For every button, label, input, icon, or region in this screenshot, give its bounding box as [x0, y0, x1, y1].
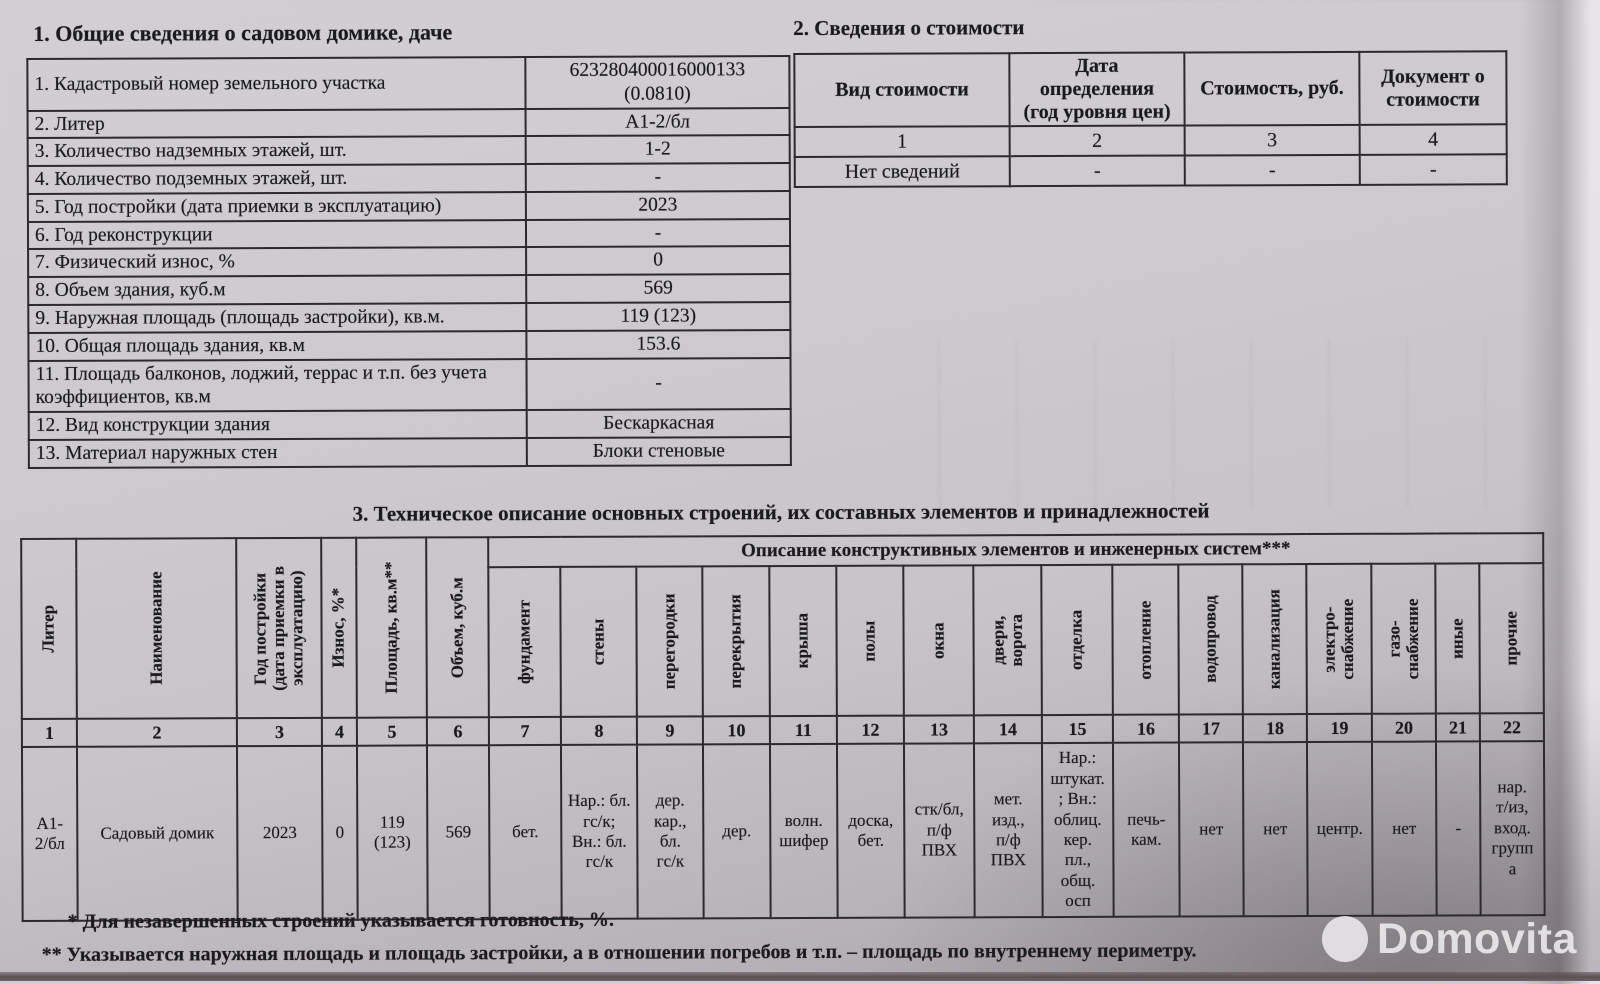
column-header-label: иные: [1447, 618, 1467, 659]
bleed-through-texture: [899, 337, 1540, 509]
row-value: -: [526, 358, 790, 411]
column-header: [836, 566, 904, 716]
column-header: [1178, 564, 1243, 714]
table-row: [28, 163, 790, 194]
column-header-label: Объем, куб.м: [447, 576, 467, 678]
row-label: 5. Год постройки (дата приемки в эксплуатацию): [28, 192, 526, 222]
table-cell: дер. кар., бл. гс/к: [637, 744, 704, 918]
column-header: Дата определения (год уровня цен): [1009, 53, 1184, 127]
domovita-watermark: [1322, 916, 1577, 962]
column-header-label: двери, ворота: [988, 613, 1026, 667]
column-number: 2: [1010, 126, 1185, 157]
table-row: [29, 409, 791, 440]
column-header: [76, 538, 237, 719]
column-number: 7: [489, 717, 561, 745]
column-header-label: крыша: [792, 613, 812, 669]
column-number: 4: [1360, 124, 1507, 155]
table-cell: нар. т/из, вход. групп а: [1480, 741, 1545, 915]
table-cell: 119 (123): [357, 745, 428, 919]
column-header-label: газо- снабжение: [1384, 598, 1422, 680]
table-cell: Нар.: штукат. ; Вн.: облиц. кер. пл., общ. осп: [1042, 743, 1114, 917]
column-header-label: стены: [588, 618, 608, 666]
column-header-label: электро- снабжение: [1319, 598, 1358, 680]
section3-title: 3. Техническое описание основных строений, их составных элементов и принадлежностей: [352, 498, 1210, 526]
column-header-label: отопление: [1135, 600, 1155, 680]
row-label: 8. Объем здания, куб.м: [28, 275, 526, 305]
column-header: [636, 566, 703, 716]
row-label: 7. Физический износ, %: [28, 248, 526, 278]
row-label: 1. Кадастровый номер земельного участка: [27, 57, 525, 110]
table-row: [28, 191, 790, 222]
column-header-label: прочие: [1501, 611, 1521, 666]
row-label: 11. Площадь балконов, лоджий, террас и т.п. без учета коэффициентов, кв.м: [28, 359, 526, 412]
row-label: 13. Материал наружных стен: [29, 438, 527, 468]
column-number: 18: [1243, 714, 1307, 742]
column-header: [1479, 563, 1544, 713]
column-header-label: окна: [928, 622, 948, 659]
column-number: 16: [1113, 715, 1179, 743]
column-header: [321, 538, 357, 718]
column-header: [973, 565, 1042, 715]
row-value: -: [526, 219, 790, 248]
column-header-label: Площадь, кв.м**: [381, 561, 401, 694]
column-header: [1041, 565, 1113, 715]
table-cell: нет: [1243, 742, 1308, 916]
row-label: 6. Год реконструкции: [28, 220, 526, 250]
cost-info-table: [793, 50, 1508, 188]
footnote-area: ** Указывается наружная площадь и площадь застройки, а в отношении погребов и т.п. – площадь по внутреннему периметру.: [41, 939, 1197, 966]
row-label: 10. Общая площадь здания, кв.м: [28, 331, 526, 361]
column-number: 9: [637, 716, 703, 744]
table-cell: -: [1185, 155, 1360, 186]
domovita-brand-text: Domovita: [1377, 914, 1577, 963]
general-info-table: [26, 55, 792, 469]
column-header-label: Износ, %*: [328, 587, 348, 668]
table-row: [28, 135, 790, 166]
table-row: [795, 154, 1507, 187]
column-header-label: перекрытия: [725, 594, 746, 689]
table-cell: нет: [1179, 742, 1244, 916]
column-header: [426, 537, 489, 717]
column-number: 3: [237, 718, 322, 746]
table-row: [28, 358, 790, 412]
column-header-label: Наименование: [146, 571, 166, 686]
table-cell: нет: [1372, 742, 1437, 916]
column-number: 15: [1042, 715, 1113, 743]
table-row: [28, 108, 790, 139]
table-row: [28, 274, 790, 305]
table-cell: -: [1360, 154, 1507, 185]
row-label: 12. Вид конструкции здания: [29, 410, 527, 440]
technical-description-table: [20, 532, 1546, 922]
scan-edge-shadow: [0, 972, 1600, 981]
column-number: 13: [904, 715, 974, 743]
table-cell: доска, бет.: [837, 744, 905, 918]
footnote-readiness: * Для незавершенных строений указывается готовность, %.: [67, 908, 614, 933]
table-cell: Нар.: бл. гс/к; Вн.: бл. гс/к: [561, 745, 638, 919]
table-row: [28, 330, 790, 361]
table-cell: волн. шифер: [770, 744, 838, 918]
column-header: [1371, 564, 1436, 714]
column-number: 5: [357, 717, 427, 745]
table-row: [27, 56, 789, 110]
column-number-row: [795, 124, 1507, 157]
column-number: 1: [22, 719, 77, 747]
column-header-label: отделка: [1066, 609, 1087, 671]
table-header-row: [794, 51, 1506, 127]
row-label: 9. Наружная площадь (площадь застройки), кв.м.: [28, 303, 526, 333]
table-cell: мет. изд., п/ф ПВХ: [974, 743, 1043, 917]
column-header: [769, 566, 837, 716]
column-header: [356, 537, 427, 717]
row-value: Блоки стеновые: [527, 437, 791, 466]
row-value: -: [526, 163, 790, 192]
column-header-label: перегородки: [659, 593, 679, 690]
column-header: [702, 566, 770, 716]
row-value: 1-2: [526, 135, 790, 164]
column-header: [560, 567, 637, 717]
column-header: [1112, 565, 1179, 715]
column-number: 6: [427, 717, 489, 745]
row-value: 569: [526, 274, 790, 303]
row-label: 3. Количество надземных этажей, шт.: [28, 136, 526, 166]
column-number: 1: [795, 126, 1010, 157]
column-header: [236, 538, 322, 718]
table-cell: -: [1010, 156, 1185, 187]
column-header: [903, 565, 974, 715]
section2-title: 2. Сведения о стоимости: [793, 15, 1025, 41]
table-cell: 569: [427, 745, 490, 919]
table-cell: печь- кам.: [1113, 743, 1180, 917]
row-value: 2023: [526, 191, 790, 220]
column-header-label: водопровод: [1200, 595, 1220, 684]
table-cell: Садовый домик: [77, 746, 238, 921]
row-value: 0: [526, 247, 790, 276]
column-number: 10: [703, 716, 770, 744]
column-number: 11: [770, 716, 837, 744]
row-value: Бескаркасная: [527, 409, 791, 438]
column-number: 22: [1480, 713, 1544, 741]
column-number: 2: [77, 718, 237, 747]
table-row: [28, 302, 790, 333]
domovita-logo-icon: [1322, 916, 1368, 962]
column-header: [1306, 564, 1372, 714]
group-header: Описание конструктивных элементов и инженерных систем***: [488, 533, 1543, 567]
table-cell: центр.: [1307, 742, 1373, 916]
column-header: Стоимость, руб.: [1184, 52, 1359, 126]
column-header: [1435, 563, 1480, 713]
column-header: [21, 539, 77, 719]
table-cell: -: [1436, 741, 1481, 915]
column-number: 21: [1436, 713, 1480, 741]
row-value: 623280400016000133 (0.0810): [525, 56, 789, 109]
table-cell: стк/бл, п/ф ПВХ: [904, 743, 975, 917]
table-cell: дер.: [703, 744, 771, 918]
table-row: [22, 741, 1545, 921]
column-header-label: Год постройки (дата приемки в эксплуатацию): [250, 565, 307, 691]
column-number: 17: [1179, 714, 1243, 742]
column-number: 4: [322, 718, 357, 746]
column-header: [1242, 564, 1307, 714]
column-header: [488, 567, 561, 717]
table-cell: 0: [322, 746, 358, 920]
section1-title: 1. Общие сведения о садовом домике, даче: [33, 19, 453, 46]
column-header-label: фундамент: [514, 600, 534, 685]
table-cell: 2023: [237, 746, 323, 920]
column-number: 3: [1185, 125, 1360, 156]
table-row: [28, 247, 790, 278]
row-value: 119 (123): [526, 302, 790, 331]
row-value: 153.6: [526, 330, 790, 359]
column-header: Документ о стоимости: [1359, 51, 1506, 125]
table-cell: А1- 2/бл: [22, 747, 78, 921]
column-header-label: канализация: [1264, 589, 1284, 690]
column-header-label: полы: [859, 620, 879, 662]
table-row: [28, 219, 790, 250]
row-label: 2. Литер: [28, 109, 526, 139]
row-label: 4. Количество подземных этажей, шт.: [28, 164, 526, 194]
column-header-label: Литер: [38, 604, 58, 653]
column-number: 12: [837, 716, 904, 744]
table-cell: бет.: [489, 745, 562, 919]
column-number: 8: [561, 717, 637, 745]
row-value: А1-2/бл: [526, 108, 790, 137]
column-header: Вид стоимости: [794, 53, 1009, 127]
column-number: 14: [974, 715, 1042, 743]
table-row: [29, 437, 791, 468]
column-number: 19: [1307, 714, 1372, 742]
column-number: 20: [1372, 714, 1436, 742]
table-cell: Нет сведений: [795, 156, 1010, 187]
